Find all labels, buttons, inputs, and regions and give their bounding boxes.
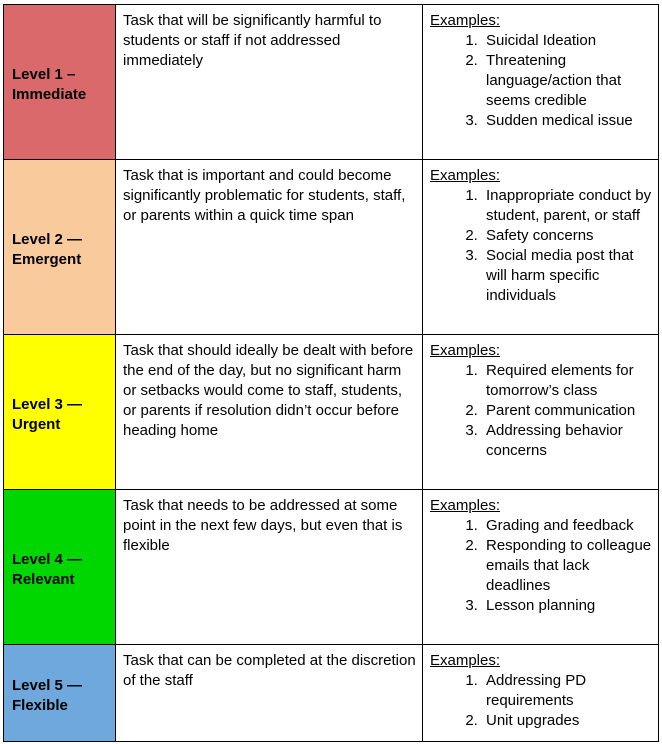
level-label: Level 4 — Relevant <box>12 551 83 588</box>
list-item: 1. Inappropriate conduct by student, parent, or staff <box>482 186 652 226</box>
list-item: 2. Safety concerns <box>482 226 652 246</box>
level-label: Level 1 – Immediate <box>12 66 87 103</box>
list-item: 3. Sudden medical issue <box>482 111 652 131</box>
level-label: Level 5 — Flexible <box>12 677 83 714</box>
list-item: 2. Threatening language/action that seems credible <box>482 51 652 111</box>
priority-levels-table <box>3 4 659 742</box>
description-text: Task that can be completed at the discretion of the staff <box>123 652 416 689</box>
examples-list <box>430 361 652 461</box>
examples-cell <box>423 160 659 335</box>
table-row <box>4 645 659 742</box>
description-cell <box>116 5 423 160</box>
list-item: 3. Social media post that will harm specific individuals <box>482 246 652 306</box>
description-cell <box>116 160 423 335</box>
list-item: 1. Suicidal Ideation <box>482 31 652 51</box>
examples-list <box>430 671 652 731</box>
examples-list <box>430 516 652 616</box>
examples-cell <box>423 645 659 742</box>
level-label: Level 2 — Emergent <box>12 231 83 268</box>
examples-heading: Examples: <box>430 652 501 669</box>
examples-cell <box>423 5 659 160</box>
description-text: Task that is important and could become significantly problematic for students, staff, or parents within a quick time span <box>123 167 406 224</box>
list-item: 1. Required elements for tomorrow’s class <box>482 361 652 401</box>
description-text: Task that will be significantly harmful to students or staff if not addressed immediately <box>123 12 382 69</box>
examples-heading: Examples: <box>430 342 501 359</box>
level-cell <box>4 160 116 335</box>
level-cell <box>4 490 116 645</box>
table-row <box>4 5 659 160</box>
list-item: 1. Grading and feedback <box>482 516 652 536</box>
examples-heading: Examples: <box>430 167 501 184</box>
level-cell <box>4 335 116 490</box>
list-item: 3. Addressing behavior concerns <box>482 421 652 461</box>
examples-heading: Examples: <box>430 497 501 514</box>
list-item: 2. Parent communication <box>482 401 652 421</box>
table-row <box>4 490 659 645</box>
examples-cell <box>423 490 659 645</box>
examples-heading: Examples: <box>430 12 501 29</box>
examples-list <box>430 186 652 306</box>
list-item: 3. Lesson planning <box>482 596 652 616</box>
list-item: 2. Responding to colleague emails that lack deadlines <box>482 536 652 596</box>
description-cell <box>116 645 423 742</box>
description-text: Task that needs to be addressed at some point in the next few days, but even that is flexible <box>123 497 403 554</box>
level-cell <box>4 645 116 742</box>
level-cell <box>4 5 116 160</box>
list-item: 2. Unit upgrades <box>482 711 652 731</box>
table-row <box>4 160 659 335</box>
level-label: Level 3 — Urgent <box>12 396 83 433</box>
examples-list <box>430 31 652 131</box>
examples-cell <box>423 335 659 490</box>
description-text: Task that should ideally be dealt with before the end of the day, but no significant harm or setbacks would come to staff, students, or parents if resolution didn’t occur before heading home <box>123 342 414 439</box>
description-cell <box>116 490 423 645</box>
table-row <box>4 335 659 490</box>
list-item: 1. Addressing PD requirements <box>482 671 652 711</box>
description-cell <box>116 335 423 490</box>
